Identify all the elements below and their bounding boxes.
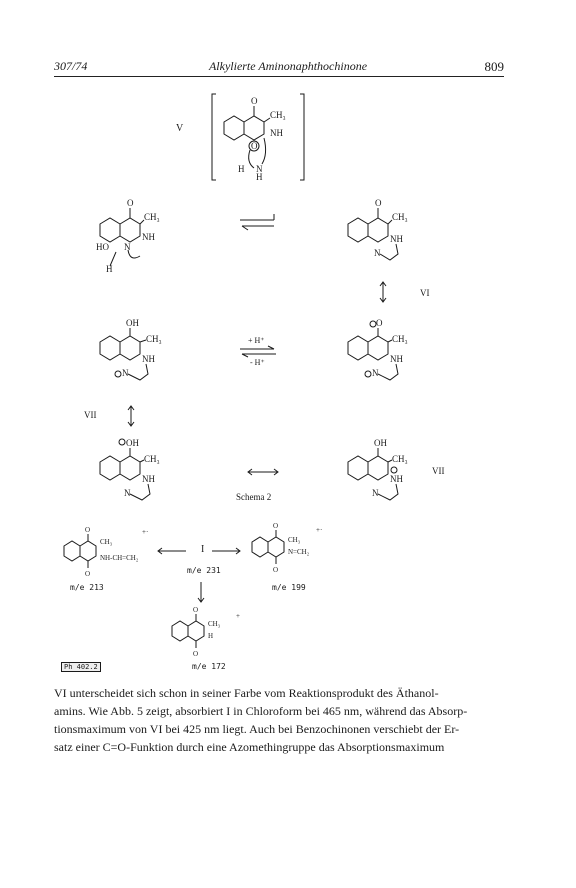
fragmentation-arrow-down: [196, 580, 206, 606]
svg-text:N: N: [372, 368, 379, 378]
label-minus-proton: - H⁺: [250, 358, 265, 367]
header-page-number: 809: [484, 59, 504, 74]
paragraph-line: satz einer C=O-Funktion durch eine Azomethingruppe das Absorptionsmaximum: [54, 740, 445, 754]
svg-text:O: O: [251, 141, 258, 151]
svg-text:O: O: [127, 198, 134, 208]
svg-text:H: H: [256, 172, 263, 182]
structure-vii-iminium: [344, 438, 444, 518]
svg-text:CH₃: CH₃: [144, 454, 160, 464]
header-journal-ref: 307/74: [54, 59, 88, 73]
svg-text:CH₃: CH₃: [270, 110, 286, 120]
equilibrium-arrow-vertical-right: [378, 280, 388, 304]
svg-text:CH₃: CH₃: [208, 620, 221, 628]
fragmentation-arrows: [156, 546, 256, 556]
svg-text:N: N: [256, 164, 263, 174]
label-plus-proton: + H⁺: [248, 336, 265, 345]
svg-text:+: +: [236, 612, 240, 620]
mass-label-213: m/e 213: [70, 583, 104, 592]
resonance-arrow-horizontal: [246, 468, 280, 476]
svg-text:O: O: [85, 570, 91, 578]
svg-text:N: N: [122, 368, 129, 378]
svg-text:NH: NH: [390, 474, 403, 484]
fragment-213: [60, 528, 170, 584]
svg-text:HO: HO: [96, 242, 109, 252]
svg-text:O: O: [273, 566, 279, 574]
svg-text:NH: NH: [390, 234, 403, 244]
body-paragraph: [54, 684, 506, 756]
svg-text:CH₃: CH₃: [392, 212, 408, 222]
svg-text:O: O: [85, 526, 91, 534]
resonance-arrow-vertical-left: [126, 404, 136, 428]
header-rule: [54, 76, 504, 77]
svg-text:H: H: [106, 264, 113, 274]
svg-text:N: N: [374, 248, 381, 258]
structure-v: [210, 92, 310, 184]
mass-label-172: m/e 172: [192, 662, 226, 671]
svg-text:OH: OH: [126, 318, 139, 328]
mass-label-231: m/e 231: [187, 566, 221, 575]
svg-text:H: H: [208, 632, 214, 640]
label-schema: Schema 2: [236, 492, 272, 502]
equilibrium-arrow-middle: [238, 346, 278, 358]
label-compound-vii-left: VII: [84, 410, 97, 420]
header-running-title: Alkylierte Aminonaphthochinone: [208, 59, 368, 73]
svg-text:O: O: [273, 522, 279, 530]
svg-text:NH: NH: [142, 354, 155, 364]
svg-text:O: O: [376, 318, 383, 328]
svg-text:NH: NH: [270, 128, 283, 138]
svg-text:O: O: [193, 606, 199, 614]
structure-vi: [344, 200, 444, 280]
mass-label-199: m/e 199: [272, 583, 306, 592]
label-compound-vi: VI: [420, 288, 430, 298]
label-compound-vii-right: VII: [432, 466, 445, 476]
label-compound-v: V: [176, 123, 184, 134]
svg-text:NH: NH: [142, 232, 155, 242]
svg-text:OH: OH: [374, 438, 387, 448]
paragraph-line: tionsmaximum von VI bei 425 nm liegt. Auch bei Benzochinonen verschiebt der Er-: [54, 722, 460, 736]
svg-text:NH-CH=CH₂: NH-CH=CH₂: [100, 554, 139, 562]
structure-zwitterion: [344, 318, 444, 398]
svg-text:NH: NH: [142, 474, 155, 484]
svg-text:+·: +·: [142, 528, 149, 536]
svg-text:N: N: [124, 242, 131, 252]
svg-text:H: H: [238, 164, 245, 174]
svg-text:N: N: [124, 488, 131, 498]
svg-text:N: N: [372, 488, 379, 498]
svg-text:CH₃: CH₃: [392, 454, 408, 464]
svg-text:O: O: [375, 198, 382, 208]
svg-text:N=CH₂: N=CH₂: [288, 548, 310, 556]
structure-protonated-hydroquinone: [96, 318, 196, 398]
paragraph-line: amins. Wie Abb. 5 zeigt, absorbiert I in Chloroform bei 465 nm, während das Absorp-: [54, 704, 468, 718]
paragraph-line: VI unterscheidet sich schon in seiner Farbe vom Reaktionsprodukt des Äthanol-: [54, 686, 439, 700]
svg-text:+·: +·: [316, 526, 323, 534]
equilibrium-arrow-top: [238, 214, 278, 234]
svg-text:CH₃: CH₃: [144, 212, 160, 222]
svg-text:CH₃: CH₃: [288, 536, 301, 544]
svg-text:CH₃: CH₃: [146, 334, 162, 344]
structure-vii-oxonium: [96, 438, 196, 518]
svg-text:CH₃: CH₃: [100, 538, 113, 546]
svg-text:O: O: [193, 650, 199, 658]
svg-text:NH: NH: [390, 354, 403, 364]
svg-text:O: O: [251, 96, 258, 106]
fragment-199: [248, 524, 348, 580]
fragment-172: [168, 608, 268, 664]
structure-hemiaminal: [96, 200, 196, 280]
svg-text:OH: OH: [126, 438, 139, 448]
svg-text:CH₃: CH₃: [392, 334, 408, 344]
figure-code-badge: Ph 402.2: [61, 662, 101, 672]
label-compound-i: I: [201, 544, 205, 555]
